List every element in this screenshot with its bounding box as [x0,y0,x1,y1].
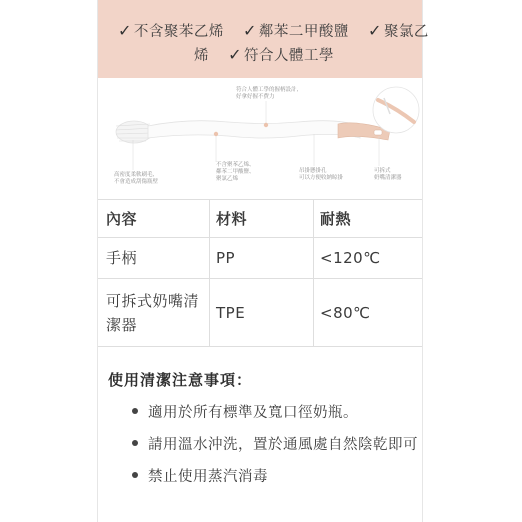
feature-line-1 [118,20,429,41]
note-text: 請用溫水沖洗，置於通風處自然陰乾即可 [148,437,418,453]
check-icon: ✓ [228,45,243,64]
callout-hanging-hole: 吊掛懸掛孔 可以方便收納晾掛 [299,168,344,181]
cell-content: 可拆式奶嘴清潔器 [106,291,200,334]
brush-handle [148,121,360,138]
header-content: 內容 [106,209,138,228]
feature-ergonomic: 符合人體工學 [244,48,335,64]
feature-no-phthalates: 鄰苯二甲酸鹽 [258,24,349,40]
table-header-row [98,199,422,237]
bullet-icon [132,440,138,446]
table-row [98,237,422,278]
header-heat: 耐熱 [320,210,352,228]
cell-material: TPE [216,303,246,322]
table-row [98,278,422,346]
note-text: 適用於所有標準及寬口徑奶瓶。 [148,405,358,421]
feature-banner [98,0,429,78]
check-icon: ✓ [243,21,257,40]
callout-materials: 不含聚苯乙烯、 鄰苯二甲酸鹽、 聚氯乙烯 [216,162,255,182]
callout-bristles: 高密度柔軟刷毛, 不會造成刮傷瓶壁 [114,172,159,185]
check-icon: ✓ [368,21,382,40]
bullet-icon [132,472,138,478]
cell-content: 手柄 [106,249,138,267]
feature-no-pvc: 聚氯乙 [383,24,429,40]
cell-material: PP [216,249,236,267]
note-item [132,433,418,454]
callout-nipple-cleaner: 可拆式 奶嘴清潔器 [374,168,402,181]
check-icon: ✓ [118,21,132,40]
feature-no-polystyrene: 不含聚苯乙烯 [133,24,224,40]
header-material: 材料 [216,210,248,228]
note-item [132,401,358,422]
cell-heat: <80℃ [320,303,371,322]
notes-title: 使用清潔注意事項： [108,371,253,389]
bristles-icon [116,121,152,143]
feature-no-pvc-cont: 烯 [194,48,209,64]
nipple-cleaner-inset [373,87,419,133]
product-illustration [98,78,422,200]
product-card [97,0,429,522]
note-item [132,465,268,486]
table-bottom-border [98,346,422,347]
feature-line-2 [194,44,334,65]
cell-heat: <120℃ [320,249,381,267]
note-text: 禁止使用蒸汽消毒 [148,469,268,485]
callout-ergonomic: 符合人體工學的握柄設計, 好拿好握不費力 [236,87,299,100]
bullet-icon [132,408,138,414]
